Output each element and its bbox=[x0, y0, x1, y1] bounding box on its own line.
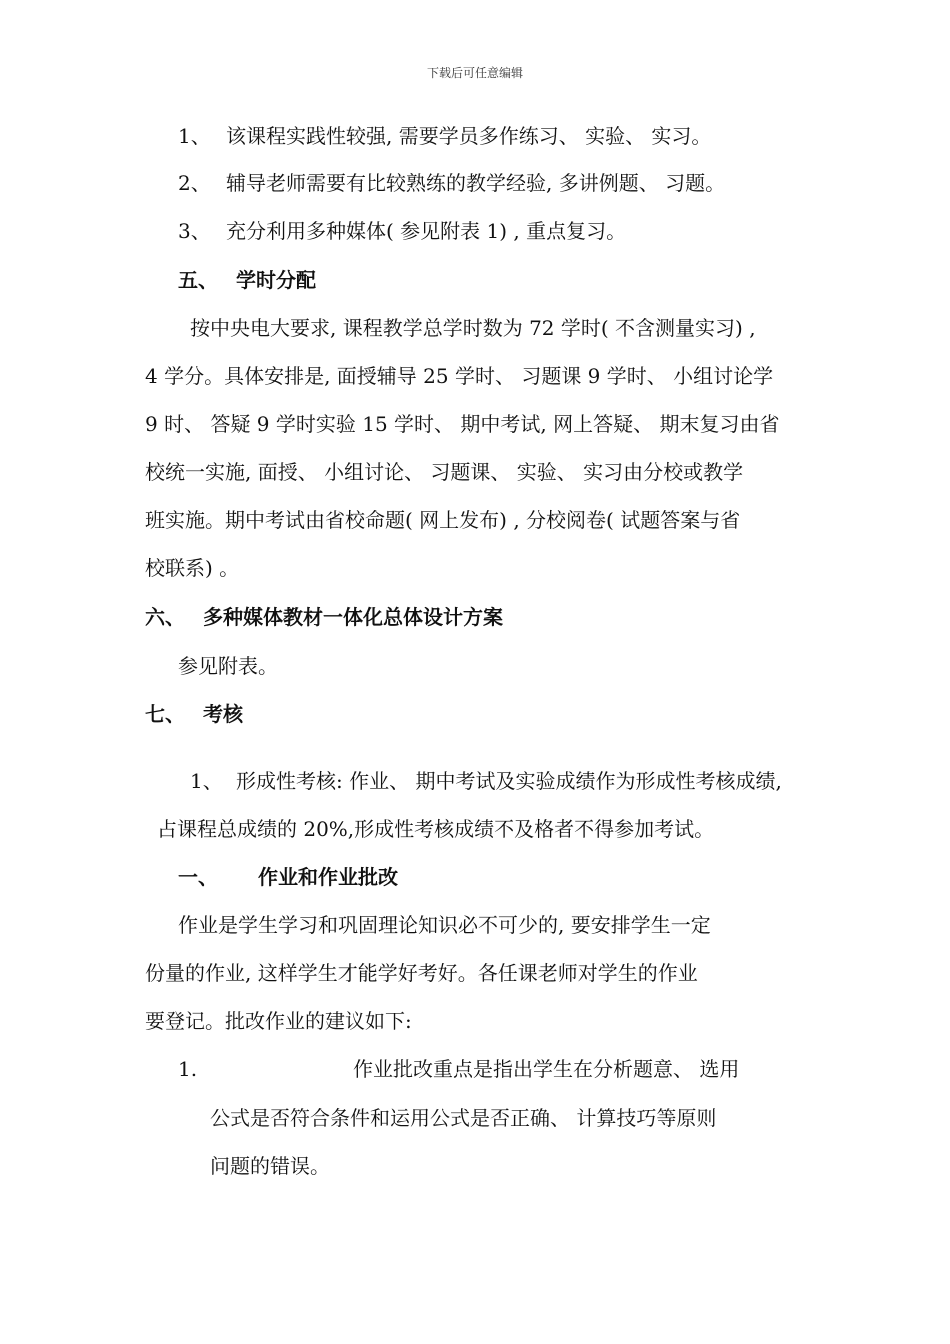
list-item bbox=[190, 767, 782, 795]
list-number: 2、 bbox=[178, 171, 211, 195]
paragraph-line: 占课程总成绩的 20%,形成性考核成绩不及格者不得参加考试。 bbox=[157, 817, 715, 841]
paragraph-line: 要登记。批改作业的建议如下: bbox=[145, 1009, 412, 1033]
section-number: 六、 bbox=[145, 605, 185, 629]
section-number: 五、 bbox=[178, 268, 218, 292]
paragraph-line: 份量的作业, 这样学生才能学好考好。各任课老师对学生的作业 bbox=[145, 961, 698, 985]
section-title: 多种媒体教材一体化总体设计方案 bbox=[203, 605, 503, 629]
list-item bbox=[178, 217, 626, 245]
paragraph-line: 按中央电大要求, 课程教学总学时数为 72 学时( 不含测量实习) , bbox=[190, 316, 756, 340]
paragraph-line: 问题的错误。 bbox=[210, 1154, 330, 1178]
list-number: 3、 bbox=[178, 219, 211, 243]
section-heading bbox=[178, 266, 316, 294]
paragraph-line: 公式是否符合条件和运用公式是否正确、 计算技巧等原则 bbox=[210, 1106, 717, 1130]
subsection-heading bbox=[178, 863, 398, 891]
list-item bbox=[178, 122, 711, 150]
list-number: 1、 bbox=[178, 124, 211, 148]
list-text: 该课程实践性较强, 需要学员多作练习、 实验、 实习。 bbox=[226, 124, 712, 148]
paragraph-line: 作业是学生学习和巩固理论知识必不可少的, 要安排学生一定 bbox=[178, 913, 711, 937]
list-text: 形成性考核: 作业、 期中考试及实验成绩作为形成性考核成绩, bbox=[236, 769, 782, 793]
list-item bbox=[178, 169, 725, 197]
list-number: 1. bbox=[178, 1057, 198, 1081]
section-title: 考核 bbox=[203, 702, 243, 726]
list-text: 辅导老师需要有比较熟练的教学经验, 多讲例题、 习题。 bbox=[226, 171, 726, 195]
subsection-number: 一、 bbox=[178, 865, 218, 889]
list-text: 作业批改重点是指出学生在分析题意、 选用 bbox=[353, 1057, 740, 1081]
paragraph-line: 班实施。期中考试由省校命题( 网上发布) , 分校阅卷( 试题答案与省 bbox=[145, 508, 741, 532]
paragraph-line: 4 学分。具体安排是, 面授辅导 25 学时、 习题课 9 学时、 小组讨论学 bbox=[145, 364, 774, 388]
section-title: 学时分配 bbox=[236, 268, 316, 292]
section-number: 七、 bbox=[145, 702, 185, 726]
paragraph-line: 校统一实施, 面授、 小组讨论、 习题课、 实验、 实习由分校或教学 bbox=[145, 460, 744, 484]
list-number: 1、 bbox=[190, 769, 223, 793]
list-item bbox=[178, 1055, 739, 1083]
paragraph-line: 校联系) 。 bbox=[145, 556, 240, 580]
paragraph-line: 9 时、 答疑 9 学时实验 15 学时、 期中考试, 网上答疑、 期末复习由省 bbox=[145, 412, 780, 436]
subsection-title: 作业和作业批改 bbox=[258, 865, 398, 889]
page-header: 下载后可任意编辑 bbox=[426, 66, 523, 80]
section-heading bbox=[145, 603, 503, 631]
section-heading bbox=[145, 700, 243, 728]
paragraph-line: 参见附表。 bbox=[178, 654, 278, 678]
list-text: 充分利用多种媒体( 参见附表 1) , 重点复习。 bbox=[226, 219, 627, 243]
